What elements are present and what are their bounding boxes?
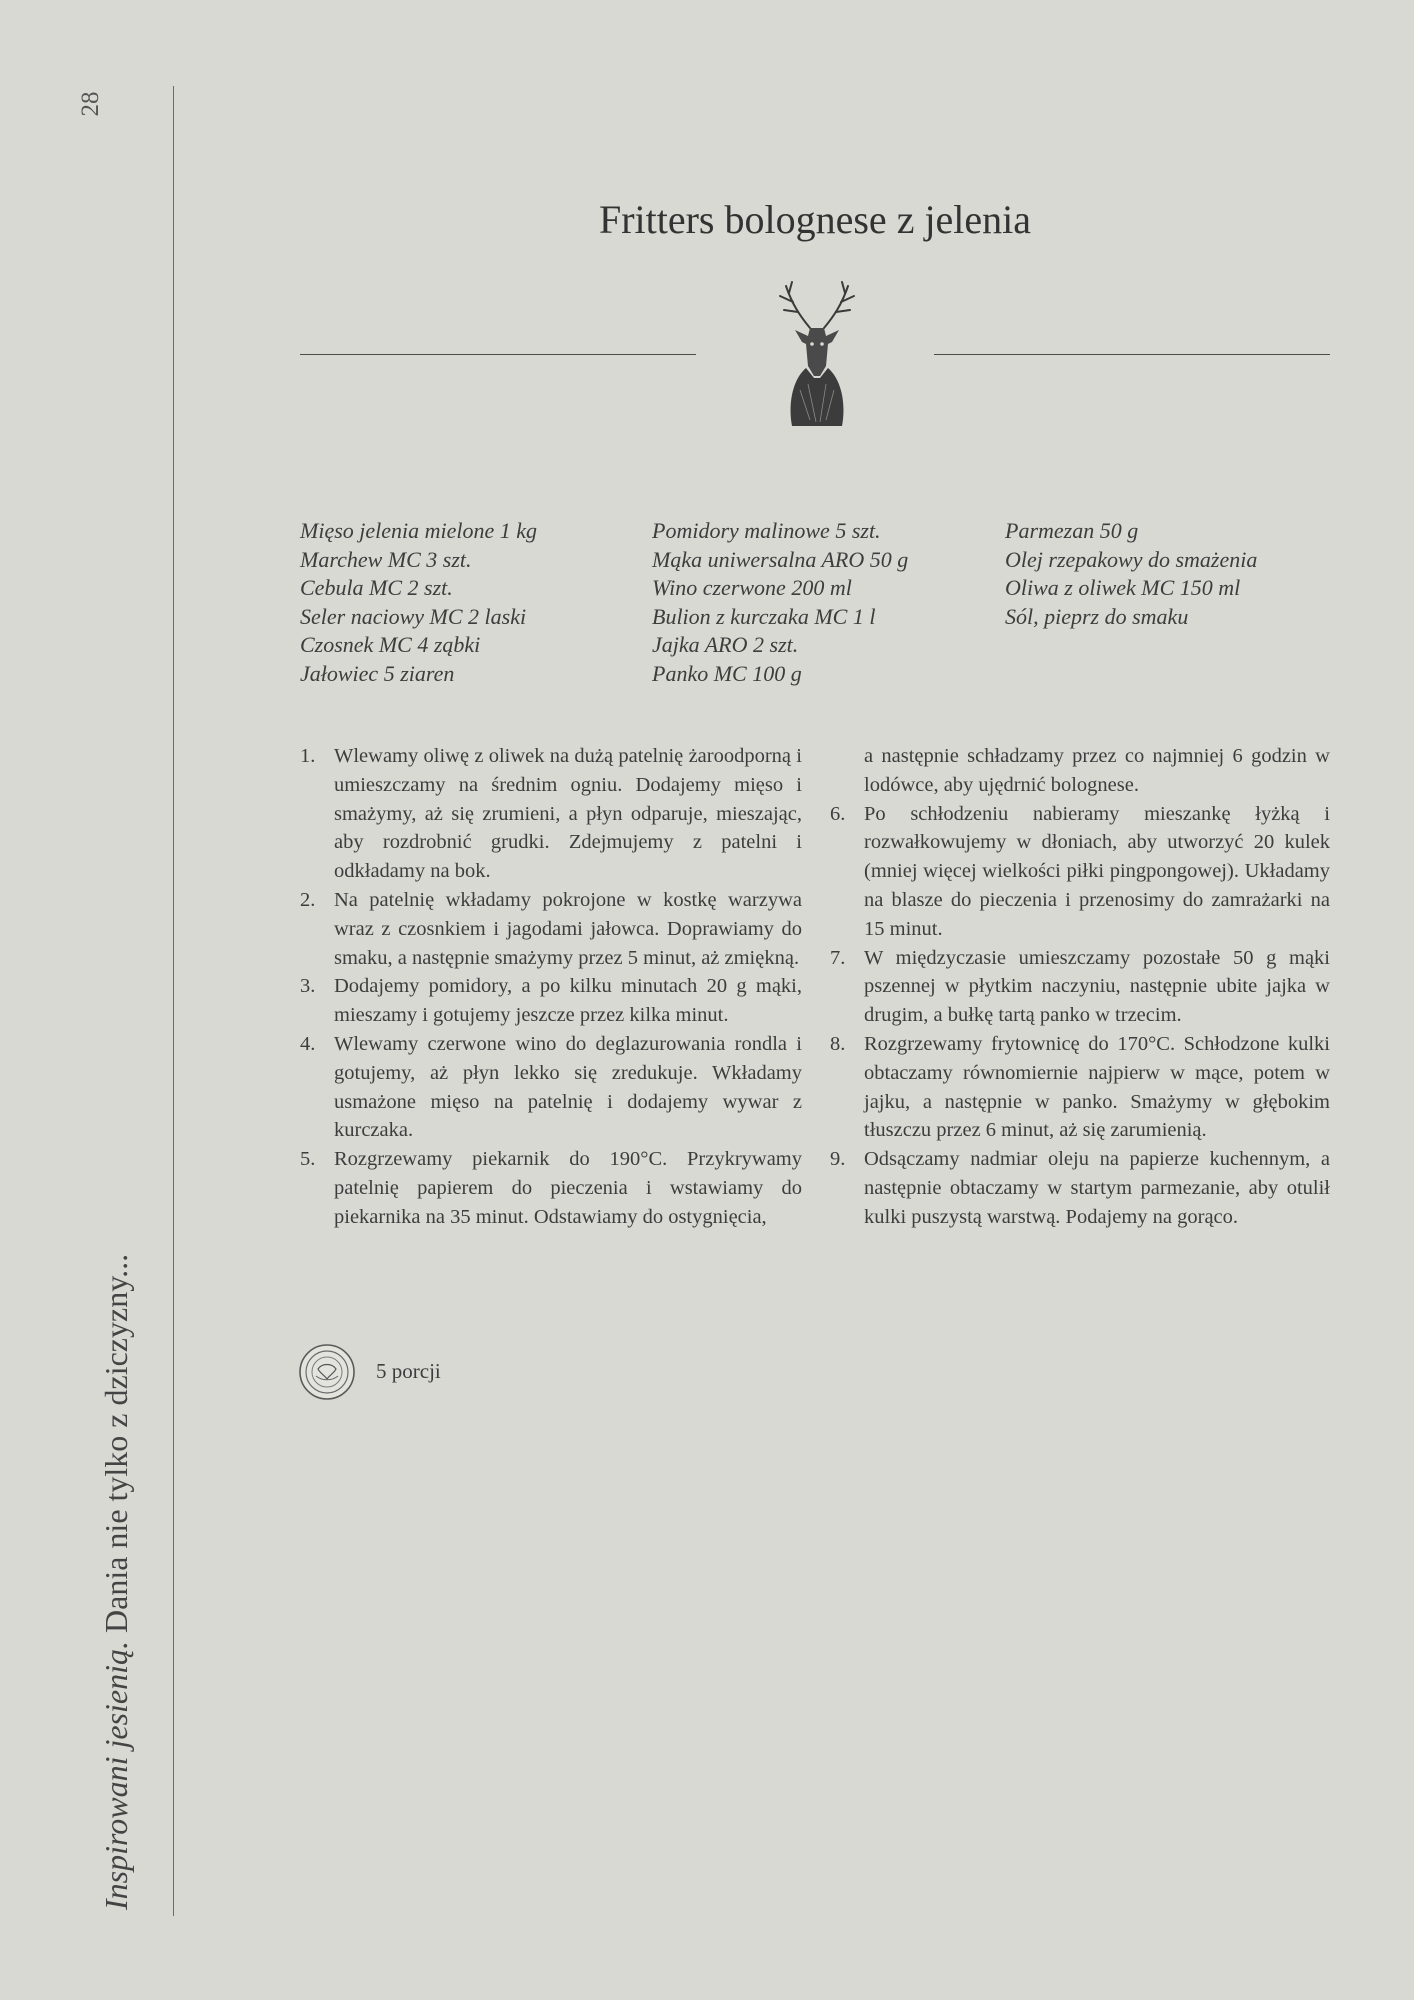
step-number: 5. <box>300 1148 316 1171</box>
step-text: Po schłodzeniu nabieramy mieszankę łyżką i rozwałkowujemy w dłoniach, aby utworzyć 20 kulek (mniej więcej wielkości piłki pingpongowej). Układamy na blasze do pieczenia i przenosimy do zamrażarki na 15 minut. <box>864 802 1330 940</box>
method-step <box>830 800 1330 944</box>
deer-head-illustration-icon <box>770 280 864 430</box>
ingredient-item: Oliwa z oliwek MC 150 ml <box>1005 575 1241 601</box>
step-number: 1. <box>300 745 316 767</box>
page-number: 28 <box>77 91 104 117</box>
ingredient-item: Wino czerwone 200 ml <box>652 575 852 601</box>
ingredient-item: Pomidory malinowe 5 szt. <box>652 518 881 543</box>
plate-icon <box>298 1343 356 1401</box>
step-text: Na patelnię wkładamy pokrojone w kostkę warzywa wraz z czosnkiem i jagodami jałowca. Doprawiamy do smaku, a następnie smażymy przez 5 minut, aż zmiękną. <box>334 888 802 969</box>
method-steps-column-1 <box>300 742 802 1232</box>
method-step <box>300 1145 802 1231</box>
recipe-title: Fritters bolognese z jelenia <box>598 197 1032 242</box>
step-number: 9. <box>830 1148 846 1171</box>
ingredient-item: Jałowiec 5 ziaren <box>300 660 455 686</box>
step-number: 6. <box>830 802 846 825</box>
title-rule-left <box>300 354 696 355</box>
step-number: 8. <box>830 1032 846 1055</box>
ingredient-item: Panko MC 100 g <box>652 660 802 686</box>
ingredient-item: Bulion z kurczaka MC 1 l <box>652 603 876 629</box>
ingredients-column-3 <box>1005 517 1257 631</box>
ingredient-item: Sól, pieprz do smaku <box>1005 603 1189 629</box>
step-number: 7. <box>830 946 846 969</box>
step-text: Wlewamy czerwone wino do deglazurowania rondla i gotujemy, aż płyn lekko się zredukuje. Wkładamy usmażone mięso na patelnię i dodajemy wywar z kurczaka. <box>334 1032 802 1142</box>
ingredient-item: Czosnek MC 4 ząbki <box>300 632 481 658</box>
ingredient-item: Mięso jelenia mielone 1 kg <box>300 518 538 543</box>
ingredients-column-1 <box>300 517 537 689</box>
method-step <box>830 1030 1330 1145</box>
method-step <box>300 886 802 972</box>
method-step <box>300 1030 802 1145</box>
ingredients-column-2 <box>652 517 908 689</box>
ingredient-item: Cebula MC 2 szt. <box>300 575 453 601</box>
servings-label: 5 porcji <box>376 1359 441 1383</box>
margin-divider-line <box>173 86 174 1916</box>
step-text: Wlewamy oliwę z oliwek na dużą patelnię żaroodporną i umieszczamy na średnim ogniu. Dodajemy mięso i smażymy, aż się zrumieni, a płyn odparuje, mieszając, aby rozdrobnić grudki. Zdejmujemy z patelni i odkładamy na bok. <box>334 745 802 883</box>
chapter-title-regular: Dania nie tylko z dziczyzny... <box>98 1253 134 1641</box>
method-step <box>830 1145 1330 1231</box>
ingredient-item: Olej rzepakowy do smażenia <box>1005 546 1258 572</box>
ingredient-item: Parmezan 50 g <box>1005 518 1139 543</box>
chapter-side-title <box>98 1254 135 1910</box>
title-rule-right <box>934 354 1330 355</box>
step-text: W międzyczasie umieszczamy pozostałe 50 g mąki pszennej w płytkim naczyniu, następnie ubite jajka w drugim, a bułkę tartą panko w trzecim. <box>864 946 1330 1027</box>
step-number: 3. <box>300 975 316 998</box>
ingredient-item: Marchew MC 3 szt. <box>300 546 472 572</box>
ingredient-item: Mąka uniwersalna ARO 50 g <box>652 546 909 572</box>
ingredient-item: Jajka ARO 2 szt. <box>652 632 799 658</box>
step-text: Odsączamy nadmiar oleju na papierze kuchennym, a następnie obtaczamy w startym parmezanie, aby otulił kulki puszystą warstwą. Podajemy na gorąco. <box>864 1148 1330 1228</box>
step-number: 2. <box>300 888 316 911</box>
method-steps-column-2 <box>830 742 1330 1232</box>
step-text: Dodajemy pomidory, a po kilku minutach 20 g mąki, mieszamy i gotujemy jeszcze przez kilka minut. <box>334 975 802 1027</box>
method-step <box>830 944 1330 1030</box>
step-text: Rozgrzewamy piekarnik do 190°C. Przykrywamy patelnię papierem do pieczenia i wstawiamy do piekarnika na 35 minut. Odstawiamy do ostygnięcia, <box>334 1148 802 1228</box>
step-text: Rozgrzewamy frytownicę do 170°C. Schłodzone kulki obtaczamy równomiernie najpierw w mące, potem w jajku, a następnie w panko. Smażymy w głębokim tłuszczu przez 6 minut, aż się zarumienią. <box>864 1032 1330 1142</box>
ingredient-item: Seler naciowy MC 2 laski <box>300 603 527 629</box>
method-step <box>300 742 802 886</box>
step-continuation: a następnie schładzamy przez co najmniej 6 godzin w lodówce, aby ujędrnić bolognese. <box>864 745 1330 796</box>
chapter-title-italic: Inspirowani jesienią. <box>98 1640 134 1910</box>
method-step <box>300 972 802 1030</box>
step-number: 4. <box>300 1032 316 1055</box>
